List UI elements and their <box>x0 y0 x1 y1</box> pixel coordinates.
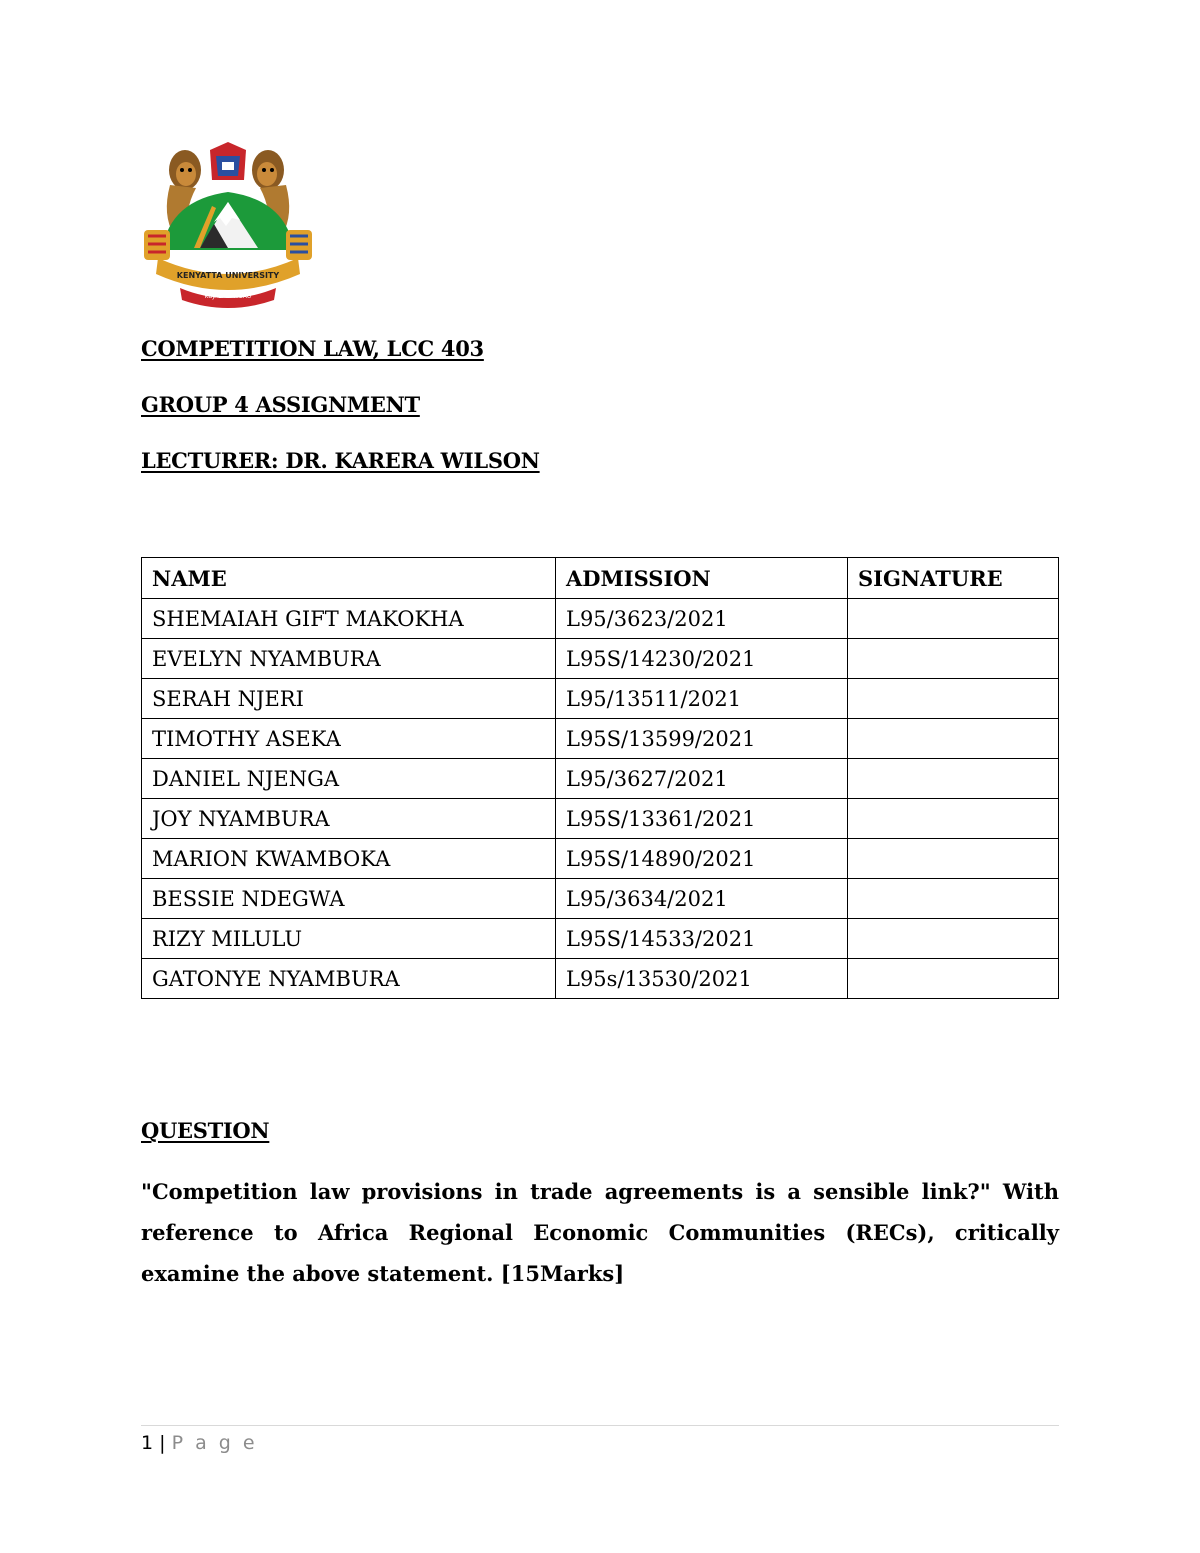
member-signature <box>848 799 1059 839</box>
member-name: SERAH NJERI <box>142 679 556 719</box>
members-table <box>141 557 1059 999</box>
member-admission: L95S/14533/2021 <box>556 919 848 959</box>
table-row <box>142 679 1059 719</box>
table-row <box>142 959 1059 999</box>
member-signature <box>848 879 1059 919</box>
table-row <box>142 599 1059 639</box>
member-admission: L95/3627/2021 <box>556 759 848 799</box>
table-header-row <box>142 558 1059 599</box>
table-row <box>142 879 1059 919</box>
assignment-title: GROUP 4 ASSIGNMENT <box>141 392 420 417</box>
member-name: RIZY MILULU <box>142 919 556 959</box>
member-name: DANIEL NJENGA <box>142 759 556 799</box>
member-signature <box>848 599 1059 639</box>
member-admission: L95S/14230/2021 <box>556 639 848 679</box>
member-admission: L95S/13599/2021 <box>556 719 848 759</box>
table-row <box>142 759 1059 799</box>
header-admission: ADMISSION <box>556 558 848 599</box>
footer-separator: | <box>159 1432 166 1454</box>
member-admission: L95/3623/2021 <box>556 599 848 639</box>
page-word: P a g e <box>171 1432 258 1454</box>
header-signature: SIGNATURE <box>848 558 1059 599</box>
member-signature <box>848 959 1059 999</box>
member-name: JOY NYAMBURA <box>142 799 556 839</box>
table-row <box>142 919 1059 959</box>
table-row <box>142 719 1059 759</box>
crest-motto-text: KUJALI NI NGAO <box>204 293 252 300</box>
member-signature <box>848 759 1059 799</box>
member-signature <box>848 839 1059 879</box>
university-crest-logo <box>140 140 316 308</box>
page-number: 1 <box>141 1432 154 1454</box>
header-name: NAME <box>142 558 556 599</box>
member-name: SHEMAIAH GIFT MAKOKHA <box>142 599 556 639</box>
member-admission: L95s/13530/2021 <box>556 959 848 999</box>
member-name: BESSIE NDEGWA <box>142 879 556 919</box>
member-name: GATONYE NYAMBURA <box>142 959 556 999</box>
table-row <box>142 839 1059 879</box>
table-row <box>142 639 1059 679</box>
member-name: EVELYN NYAMBURA <box>142 639 556 679</box>
member-admission: L95S/13361/2021 <box>556 799 848 839</box>
member-admission: L95/3634/2021 <box>556 879 848 919</box>
question-text: "Competition law provisions in trade agreements is a sensible link?" With reference to Africa Regional Economic Communities (RECs), critically examine the above statement. [15Marks] <box>141 1179 1059 1286</box>
member-name: TIMOTHY ASEKA <box>142 719 556 759</box>
member-signature <box>848 679 1059 719</box>
lecturer-title: LECTURER: DR. KARERA WILSON <box>141 448 540 473</box>
member-admission: L95/13511/2021 <box>556 679 848 719</box>
crest-banner-text: KENYATTA UNIVERSITY <box>176 271 280 280</box>
member-admission: L95S/14890/2021 <box>556 839 848 879</box>
member-name: MARION KWAMBOKA <box>142 839 556 879</box>
page-footer <box>141 1432 258 1454</box>
member-signature <box>848 639 1059 679</box>
table-row <box>142 799 1059 839</box>
member-signature <box>848 719 1059 759</box>
question-heading: QUESTION <box>141 1118 270 1143</box>
member-signature <box>848 919 1059 959</box>
course-title: COMPETITION LAW, LCC 403 <box>141 336 484 361</box>
footer-divider <box>141 1425 1059 1426</box>
